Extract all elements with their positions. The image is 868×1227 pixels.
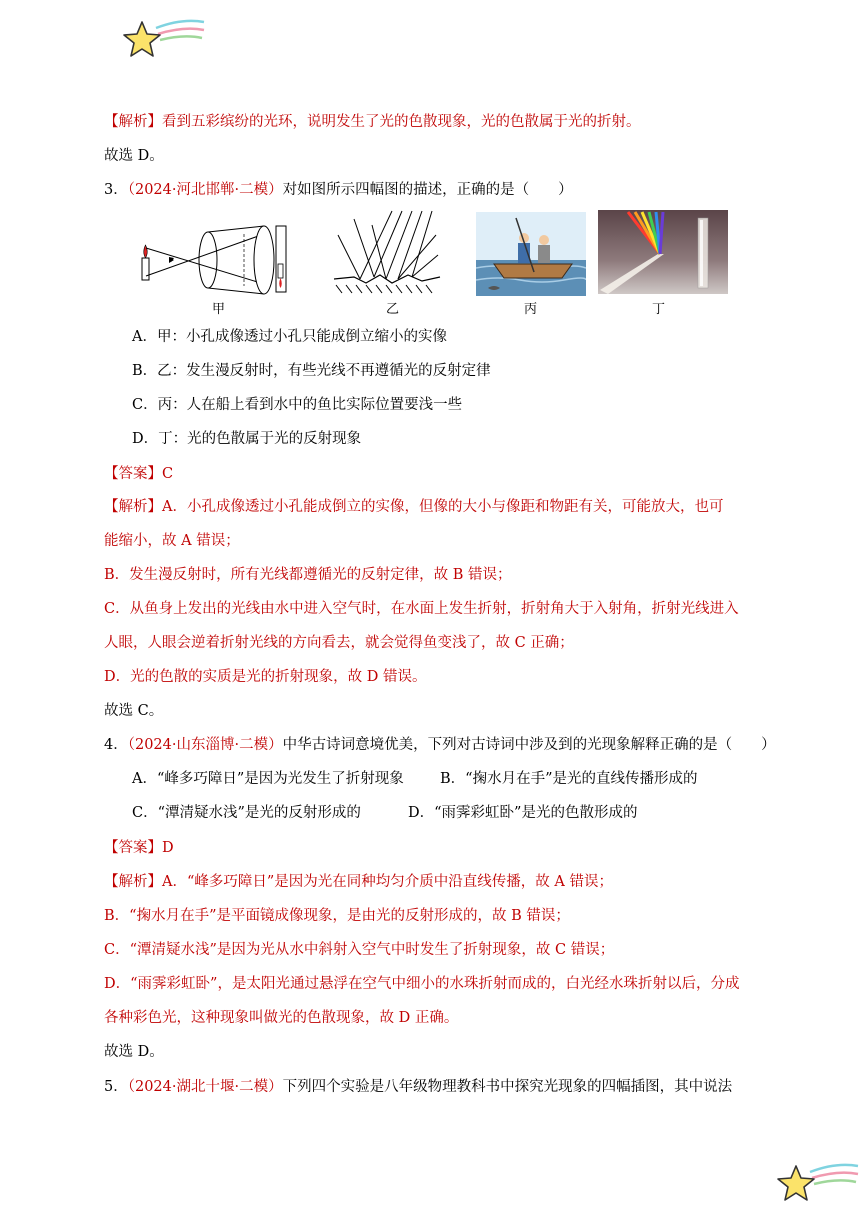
pinhole-camera-figure	[136, 214, 304, 296]
prism-dispersion-figure	[598, 210, 728, 294]
q3-analysis-line-6: D．光的色散的实质是光的折射现象，故 D 错误。	[104, 669, 427, 685]
question-text: 下列四个实验是八年级物理教科书中探究光现象的四幅插图，其中说法	[282, 1079, 733, 1095]
q3-answer	[104, 464, 173, 484]
q3-analysis-line-4: C．从鱼身上发出的光线由水中进入空气时，在水面上发生折射，折射角大于入射角，折射光线进入	[104, 601, 739, 617]
q4-option-a: A．“峰多巧障日”是因为光发生了折射现象	[132, 771, 404, 787]
analysis-text: A．“峰多巧障日”是因为光在同种均匀介质中沿直线传播，故 A 错误；	[162, 874, 613, 890]
question-source: （2024·湖北十堰·二模）	[127, 1079, 283, 1095]
caption-bing: 丙	[524, 302, 538, 317]
shooting-star-icon	[120, 14, 206, 66]
answer-tag: 【答案】	[104, 466, 162, 482]
question-number: 5．	[104, 1079, 128, 1095]
q4-answer	[104, 838, 174, 858]
caption-ding: 丁	[652, 302, 666, 317]
q3-option-a: A．甲：小孔成像透过小孔只能成倒立缩小的实像	[132, 329, 447, 345]
question-source: （2024·河北邯郸·二模）	[127, 182, 283, 198]
q4-analysis-line-4: D．“雨霁彩虹卧”，是太阳光通过悬浮在空气中细小的水珠折射而成的，白光经水珠折射以后，分成	[104, 976, 740, 992]
q3-option-b: B．乙：发生漫反射时，有些光线不再遵循光的反射定律	[132, 363, 491, 379]
q5-stem	[104, 1077, 732, 1097]
analysis-tag: 【解析】	[104, 499, 162, 515]
q3-analysis-line-1	[104, 497, 723, 517]
analysis-text: A．小孔成像透过小孔能成倒立的实像，但像的大小与像距和物距有关，可能放大，也可	[162, 499, 724, 515]
q4-analysis-line-3: C．“潭清疑水浅”是因为光从水中斜射入空气中时发生了折射现象，故 C 错误；	[104, 942, 615, 958]
q3-stem	[104, 180, 573, 200]
q3-analysis-line-5: 人眼，人眼会逆着折射光线的方向看去，就会觉得鱼变浅了，故 C 正确；	[104, 635, 574, 651]
answer-value: D	[162, 840, 174, 856]
answer-value: C	[162, 466, 174, 482]
q3-conclusion: 故选 C。	[104, 703, 164, 719]
prev-analysis	[104, 112, 641, 132]
question-number: 3．	[104, 182, 128, 198]
q4-option-b: B．“掬水月在手”是光的直线传播形成的	[440, 771, 698, 787]
prev-conclusion: 故选 D。	[104, 148, 164, 164]
q4-analysis-line-1	[104, 872, 613, 892]
analysis-text: 看到五彩缤纷的光环，说明发生了光的色散现象，光的色散属于光的折射。	[162, 114, 641, 130]
q3-option-d: D．丁：光的色散属于光的反射现象	[132, 431, 362, 447]
analysis-tag: 【解析】	[104, 874, 162, 890]
shooting-star-icon-bottom	[774, 1158, 860, 1210]
q3-option-c: C．丙：人在船上看到水中的鱼比实际位置要浅一些	[132, 397, 463, 413]
analysis-tag: 【解析】	[104, 114, 162, 130]
question-source: （2024·山东淄博·二模）	[127, 737, 283, 753]
caption-yi: 乙	[386, 302, 400, 317]
caption-jia: 甲	[212, 302, 226, 317]
q4-option-c: C．“潭清疑水浅”是光的反射形成的	[132, 805, 361, 821]
q3-analysis-line-3: B．发生漫反射时，所有光线都遵循光的反射定律，故 B 错误；	[104, 567, 512, 583]
fishing-boat-figure	[476, 212, 586, 296]
q4-analysis-line-2: B．“掬水月在手”是平面镜成像现象，是由光的反射形成的，故 B 错误；	[104, 908, 570, 924]
q4-analysis-line-5: 各种彩色光，这种现象叫做光的色散现象，故 D 正确。	[104, 1010, 459, 1026]
question-text: 中华古诗词意境优美，下列对古诗词中涉及到的光现象解释正确的是（ ）	[282, 737, 776, 753]
q4-option-d: D．“雨霁彩虹卧”是光的色散形成的	[408, 805, 638, 821]
q4-conclusion: 故选 D。	[104, 1044, 164, 1060]
question-text: 对如图所示四幅图的描述，正确的是（ ）	[282, 182, 573, 198]
answer-tag: 【答案】	[104, 840, 162, 856]
diffuse-reflection-figure	[332, 205, 444, 297]
q4-stem	[104, 735, 776, 755]
question-number: 4．	[104, 737, 128, 753]
q3-analysis-line-2: 能缩小，故 A 错误；	[104, 533, 240, 549]
